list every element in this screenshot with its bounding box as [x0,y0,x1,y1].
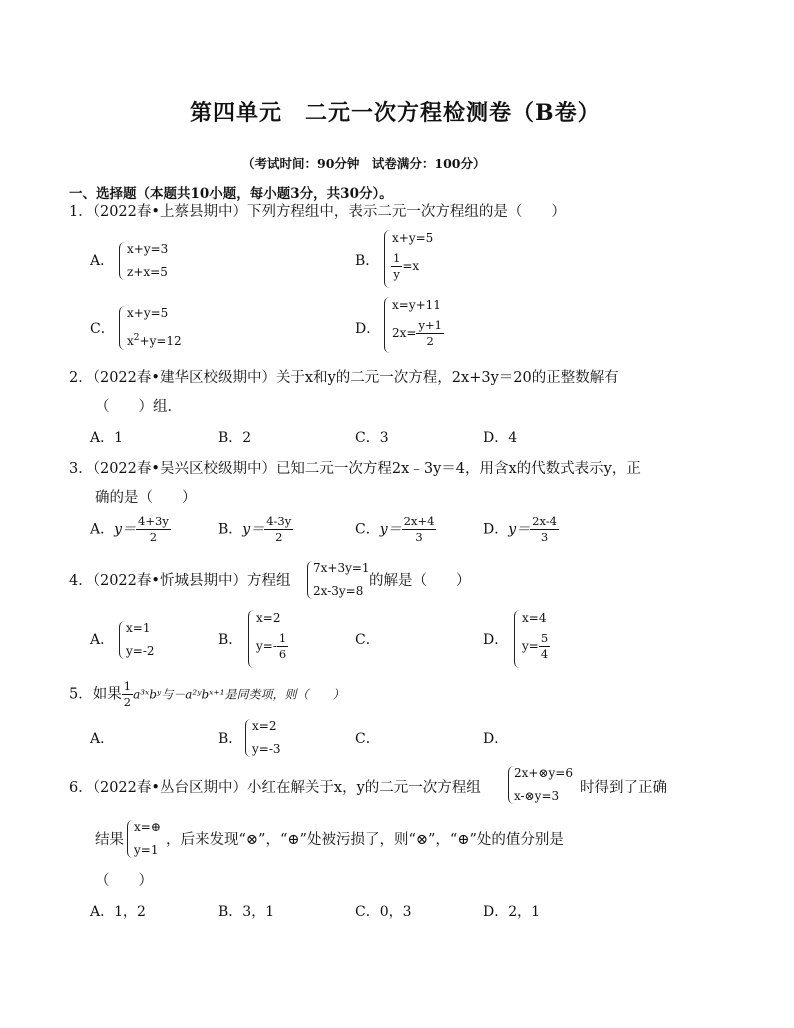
q4-a-eq1: x=1 [126,621,151,635]
q4-sys-eq2: 2x-3y=8 [313,584,364,598]
question-3-stem: 3．（2022春•吴兴区校级期中）已知二元一次方程2x﹣3y＝4，用含x的代数式表示y，正 [69,461,641,477]
brace [245,719,251,757]
brace [119,242,125,280]
brace [248,610,254,668]
q3-option-b: B．y＝ $\frac{4-3y}{2}$ [218,514,292,544]
question-1-stem: 1．（2022春•上蔡县期中）下列方程组中，表示二元一次方程组的是（ ） [69,204,566,220]
question-6-line3: （ ） [95,873,153,889]
q1-b-eq2: $\frac{1}{y}$ =x [393,251,420,281]
q4-b-eq1: x=2 [256,611,281,625]
q4-option-c-label: C． [355,632,380,648]
q5-b-eq1: x=2 [252,719,277,733]
q4-d-eq1: x=4 [522,611,547,625]
q6-option-d: D．2，1 [483,904,541,920]
q1-option-d-label: D． [355,321,381,337]
q1-c-eq2: $x^2+y=12$ [127,333,182,348]
q1-a-eq2: z+x=5 [127,265,168,279]
q5-option-a-label: A． [90,731,115,747]
q1-d-eq2: 2x= $\frac{y+1}{2}$ [392,318,442,348]
section-heading: 一、选择题（本题共10小题，每小题3分，共30分）。 [69,186,393,202]
q3-option-c: C．y＝ $\frac{2x+4}{3}$ [355,514,435,544]
question-6-stem-pre: 6．（2022春•丛台区期中）小红在解关于x，y的二元一次方程组 [69,780,481,796]
q6-option-b: B．3，1 [218,904,275,920]
brace [119,621,125,659]
q6-option-c: C．0，3 [355,904,412,920]
q2-option-c: C．3 [355,430,389,446]
q2-option-d: D．4 [483,430,518,446]
question-4-stem-pre: 4．（2022春•忻城县期中）方程组 [69,573,291,589]
question-6-line2-post: ，后来发现“⊗”，“⊕”处被污损了，则“⊗”，“⊕”处的值分别是 [166,832,564,848]
q4-sys-eq1: 7x+3y=1 [313,561,370,575]
q2-option-b: B．2 [218,430,252,446]
question-4-stem-post: 的解是（ ） [369,573,471,589]
q5-option-b-label: B． [218,731,243,747]
q6-result-eq1: x=⊕ [134,820,161,834]
q5-b-eq2: y=-3 [252,742,281,756]
q4-option-b-label: B． [218,632,243,648]
q4-b-eq2: y=- $\frac{1}{6}$ [256,631,287,661]
question-2-stem: 2．（2022春•建华区校级期中）关于x和y的二元一次方程，2x+3y＝20的正整数解有 [69,370,619,386]
brace [119,306,125,350]
q1-option-b-label: B． [355,253,380,269]
q1-a-eq1: x+y=3 [127,242,169,256]
q1-d-eq1: x=y+11 [392,298,441,312]
brace [127,820,133,858]
question-3-stem-cont: 确的是（ ） [95,490,197,506]
question-2-stem-cont: （ ）组． [95,399,182,415]
q3-option-a: A．y＝ $\frac{4+3y}{2}$ [90,514,169,544]
q3-option-d: D．y＝ $\frac{2x-4}{3}$ [483,514,557,544]
q6-result-eq2: y=1 [134,843,159,857]
question-6-stem-post: 时得到了正确 [580,780,667,796]
brace [384,297,390,353]
q4-option-a-label: A． [90,632,115,648]
q1-b-eq1: x+y=5 [392,231,434,245]
q2-option-a: A．1 [90,430,124,446]
brace [514,610,520,668]
q5-option-c-label: C． [355,731,380,747]
brace [384,230,390,288]
q6-option-a: A．1，2 [90,904,146,920]
q6-sys-eq2: x-⊗y=3 [514,789,560,803]
exam-info: （考试时间：90分钟 试卷满分：100分） [242,156,486,171]
page-title: 第四单元 二元一次方程检测卷（B卷） [190,100,601,126]
question-5-stem: 5．如果 $\frac{1}{2}$ a³ˣbʸ与－a²ʸbˣ⁺¹是同类项，则（ ） [69,679,345,709]
q1-option-c-label: C． [90,321,115,337]
question-number: 1． [69,204,93,220]
q1-c-eq1: x+y=5 [127,306,169,320]
q4-a-eq2: y=-2 [126,644,155,658]
q4-option-d-label: D． [483,632,509,648]
q1-option-a-label: A． [90,253,115,269]
q5-option-d-label: D． [483,731,509,747]
q6-sys-eq1: 2x+⊗y=6 [514,766,573,780]
question-6-line2-pre: 结果 [95,832,124,848]
q4-d-eq2: y= $\frac{5}{4}$ [522,631,549,661]
